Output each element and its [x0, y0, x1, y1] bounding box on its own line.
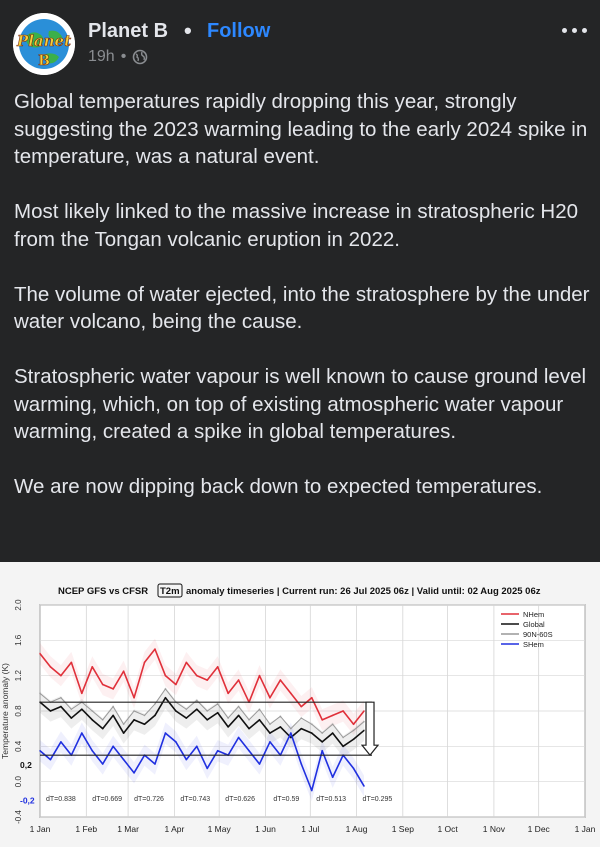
legend-label: NHem	[523, 610, 545, 619]
data-point	[321, 741, 323, 743]
chart-title-suffix: anomaly timeseries | Current run: 26 Jul 2025 06z | Valid until: 02 Aug 2025 06z	[186, 586, 541, 597]
data-point	[165, 688, 167, 690]
data-point	[342, 710, 344, 712]
data-point	[269, 723, 271, 725]
data-point	[353, 730, 355, 732]
planet-b-logo	[13, 13, 75, 75]
data-point	[175, 741, 177, 743]
data-point	[144, 662, 146, 664]
data-point	[196, 675, 198, 677]
data-point	[217, 750, 219, 752]
post-header	[0, 0, 600, 80]
y-tick-label: 0.4	[14, 740, 23, 752]
data-point	[81, 692, 83, 694]
data-point	[300, 717, 302, 719]
data-point	[91, 719, 93, 721]
data-point	[206, 768, 208, 770]
data-point	[206, 679, 208, 681]
data-point	[165, 675, 167, 677]
data-point	[102, 684, 104, 686]
data-point	[50, 666, 52, 668]
y-axis-label: Temperature anomaly (K)	[0, 663, 10, 759]
data-point	[353, 768, 355, 770]
more-dot-icon	[572, 28, 577, 33]
data-point	[290, 692, 292, 694]
x-tick-label: 1 Sep	[391, 824, 414, 834]
data-point	[91, 710, 93, 712]
x-tick-label: 1 Feb	[75, 824, 98, 834]
data-point	[185, 662, 187, 664]
data-point	[70, 662, 72, 664]
y-tick-label: 0.0	[14, 776, 23, 788]
data-point	[39, 692, 41, 694]
data-point	[311, 790, 313, 792]
data-point	[185, 759, 187, 761]
data-point	[154, 763, 156, 765]
data-point	[102, 719, 104, 721]
data-point	[133, 719, 135, 721]
data-point	[332, 732, 334, 734]
data-point	[50, 759, 52, 761]
data-point	[144, 715, 146, 717]
data-point	[165, 697, 167, 699]
legend-label: SHem	[523, 640, 544, 649]
data-point	[259, 763, 261, 765]
data-point	[206, 710, 208, 712]
dt-label: dT=0.626	[225, 796, 255, 804]
data-point	[311, 732, 313, 734]
post-meta	[88, 48, 148, 66]
data-point	[217, 666, 219, 668]
data-point	[185, 708, 187, 710]
avatar-text-top: Planet	[16, 32, 72, 50]
data-point	[269, 697, 271, 699]
post-paragraph: We are now dipping back down to expected temperatures.	[14, 475, 543, 498]
data-point	[165, 732, 167, 734]
globe-icon	[132, 49, 148, 65]
chart-title-prefix: NCEP GFS vs CFSR	[58, 586, 149, 597]
dt-label: dT=0.838	[46, 796, 76, 804]
data-point	[154, 715, 156, 717]
data-point	[290, 732, 292, 734]
data-point	[50, 710, 52, 712]
data-point	[238, 679, 240, 681]
data-point	[353, 738, 355, 740]
data-point	[102, 763, 104, 765]
x-tick-label: 1 Mar	[117, 824, 139, 834]
more-options-button[interactable]	[562, 20, 592, 40]
data-point	[217, 712, 219, 714]
dt-label: dT=0.295	[362, 796, 393, 804]
data-point	[332, 723, 334, 725]
data-point	[353, 723, 355, 725]
data-point	[238, 737, 240, 739]
data-point	[175, 710, 177, 712]
x-tick-label: 1 Jul	[301, 824, 320, 834]
dt-label: dT=0.726	[134, 796, 164, 804]
data-point	[39, 653, 41, 655]
data-point	[39, 750, 41, 752]
data-point	[227, 692, 229, 694]
data-point	[248, 719, 250, 721]
data-point	[154, 703, 156, 705]
legend-label: 90N-60S	[523, 630, 553, 639]
x-tick-label: 1 Aug	[345, 824, 368, 834]
data-point	[123, 759, 125, 761]
meta-separator: •	[120, 48, 127, 65]
data-point	[175, 684, 177, 686]
data-point	[300, 763, 302, 765]
data-point	[248, 728, 250, 730]
chart-title-boxed: T2m	[160, 586, 180, 597]
data-point	[133, 772, 135, 774]
post-body	[14, 88, 594, 528]
data-point	[81, 708, 83, 710]
x-tick-label: 1 Jan	[574, 824, 596, 834]
data-point	[300, 706, 302, 708]
data-point	[112, 745, 114, 747]
data-point	[279, 715, 281, 717]
data-point	[238, 715, 240, 717]
post-paragraph: Global temperatures rapidly dropping this year, strongly suggesting the 2023 warming leading to the early 2024 spike in temperature, was a natural event.	[14, 90, 588, 168]
data-point	[60, 697, 62, 699]
left-annotation-value: -0,2	[20, 795, 35, 806]
y-tick-label: 0.8	[14, 705, 23, 717]
data-point	[363, 730, 365, 732]
x-tick-label: 1 May	[207, 824, 231, 834]
data-point	[112, 706, 114, 708]
data-point	[196, 708, 198, 710]
name-separator: •	[184, 18, 192, 43]
data-point	[102, 728, 104, 730]
data-point	[217, 703, 219, 705]
avatar[interactable]	[13, 13, 75, 75]
x-tick-label: 1 Apr	[164, 824, 185, 834]
data-point	[363, 785, 365, 787]
x-tick-label: 1 Jan	[29, 824, 51, 834]
data-point	[269, 741, 271, 743]
more-dot-icon	[582, 28, 587, 33]
more-dot-icon	[562, 28, 567, 33]
y-tick-label: 1.6	[14, 634, 23, 646]
data-point	[290, 728, 292, 730]
data-point	[70, 708, 72, 710]
data-point	[133, 697, 135, 699]
post-paragraph: Stratospheric water vapour is well known to cause ground level warming, which, on top of existing atmospheric water vapour warming, created a spike in global temperatures.	[14, 365, 587, 443]
data-point	[363, 710, 365, 712]
x-tick-label: 1 Oct	[437, 824, 458, 834]
data-point	[321, 732, 323, 734]
data-point	[133, 710, 135, 712]
data-point	[342, 737, 344, 739]
follow-button[interactable]: Follow	[207, 20, 271, 42]
post-time[interactable]: 19h	[88, 48, 115, 65]
data-point	[332, 715, 334, 717]
data-point	[81, 732, 83, 734]
post-paragraph: The volume of water ejected, into the stratosphere by the under water volcano, being the cause.	[14, 282, 590, 333]
data-point	[60, 741, 62, 743]
data-point	[123, 732, 125, 734]
x-tick-label: 1 Nov	[482, 824, 506, 834]
data-point	[342, 745, 344, 747]
temperature-chart	[0, 562, 600, 847]
data-point	[332, 776, 334, 778]
data-point	[269, 732, 271, 734]
data-point	[259, 675, 261, 677]
data-point	[196, 700, 198, 702]
data-point	[91, 750, 93, 752]
data-point	[279, 679, 281, 681]
data-point	[227, 726, 229, 728]
data-point	[363, 721, 365, 723]
post-paragraph: Most likely linked to the massive increase in stratospheric H20 from the Tongan volcanic eruption in 2022.	[14, 200, 578, 251]
data-point	[321, 750, 323, 752]
data-point	[60, 706, 62, 708]
data-point	[112, 715, 114, 717]
data-point	[311, 697, 313, 699]
data-point	[238, 706, 240, 708]
data-point	[185, 717, 187, 719]
dt-label: dT=0.743	[180, 796, 211, 804]
avatar-text-bottom: B	[38, 53, 50, 69]
data-point	[196, 745, 198, 747]
author-name[interactable]: Planet B	[88, 20, 169, 42]
legend-label: Global	[523, 620, 545, 629]
dt-label: dT=0.669	[92, 796, 123, 804]
data-point	[112, 688, 114, 690]
data-point	[123, 723, 125, 725]
y-tick-label: 1.2	[14, 670, 23, 682]
data-point	[321, 719, 323, 721]
data-point	[144, 723, 146, 725]
x-tick-label: 1 Dec	[527, 824, 550, 834]
data-point	[300, 728, 302, 730]
data-point	[227, 717, 229, 719]
y-tick-label: 2.0	[14, 599, 23, 611]
data-point	[311, 723, 313, 725]
data-point	[279, 726, 281, 728]
data-point	[91, 666, 93, 668]
y-tick-label: -0.4	[14, 810, 23, 824]
data-point	[206, 719, 208, 721]
chart-image[interactable]	[0, 562, 600, 847]
data-point	[259, 719, 261, 721]
dt-label: dT=0.513	[316, 796, 347, 804]
dt-label: dT=0.59	[273, 796, 300, 804]
x-tick-label: 1 Jun	[255, 824, 276, 834]
data-point	[154, 648, 156, 650]
data-point	[70, 717, 72, 719]
data-point	[248, 750, 250, 752]
left-annotation-value: 0,2	[20, 760, 32, 770]
data-point	[259, 708, 261, 710]
data-point	[60, 675, 62, 677]
data-point	[123, 670, 125, 672]
